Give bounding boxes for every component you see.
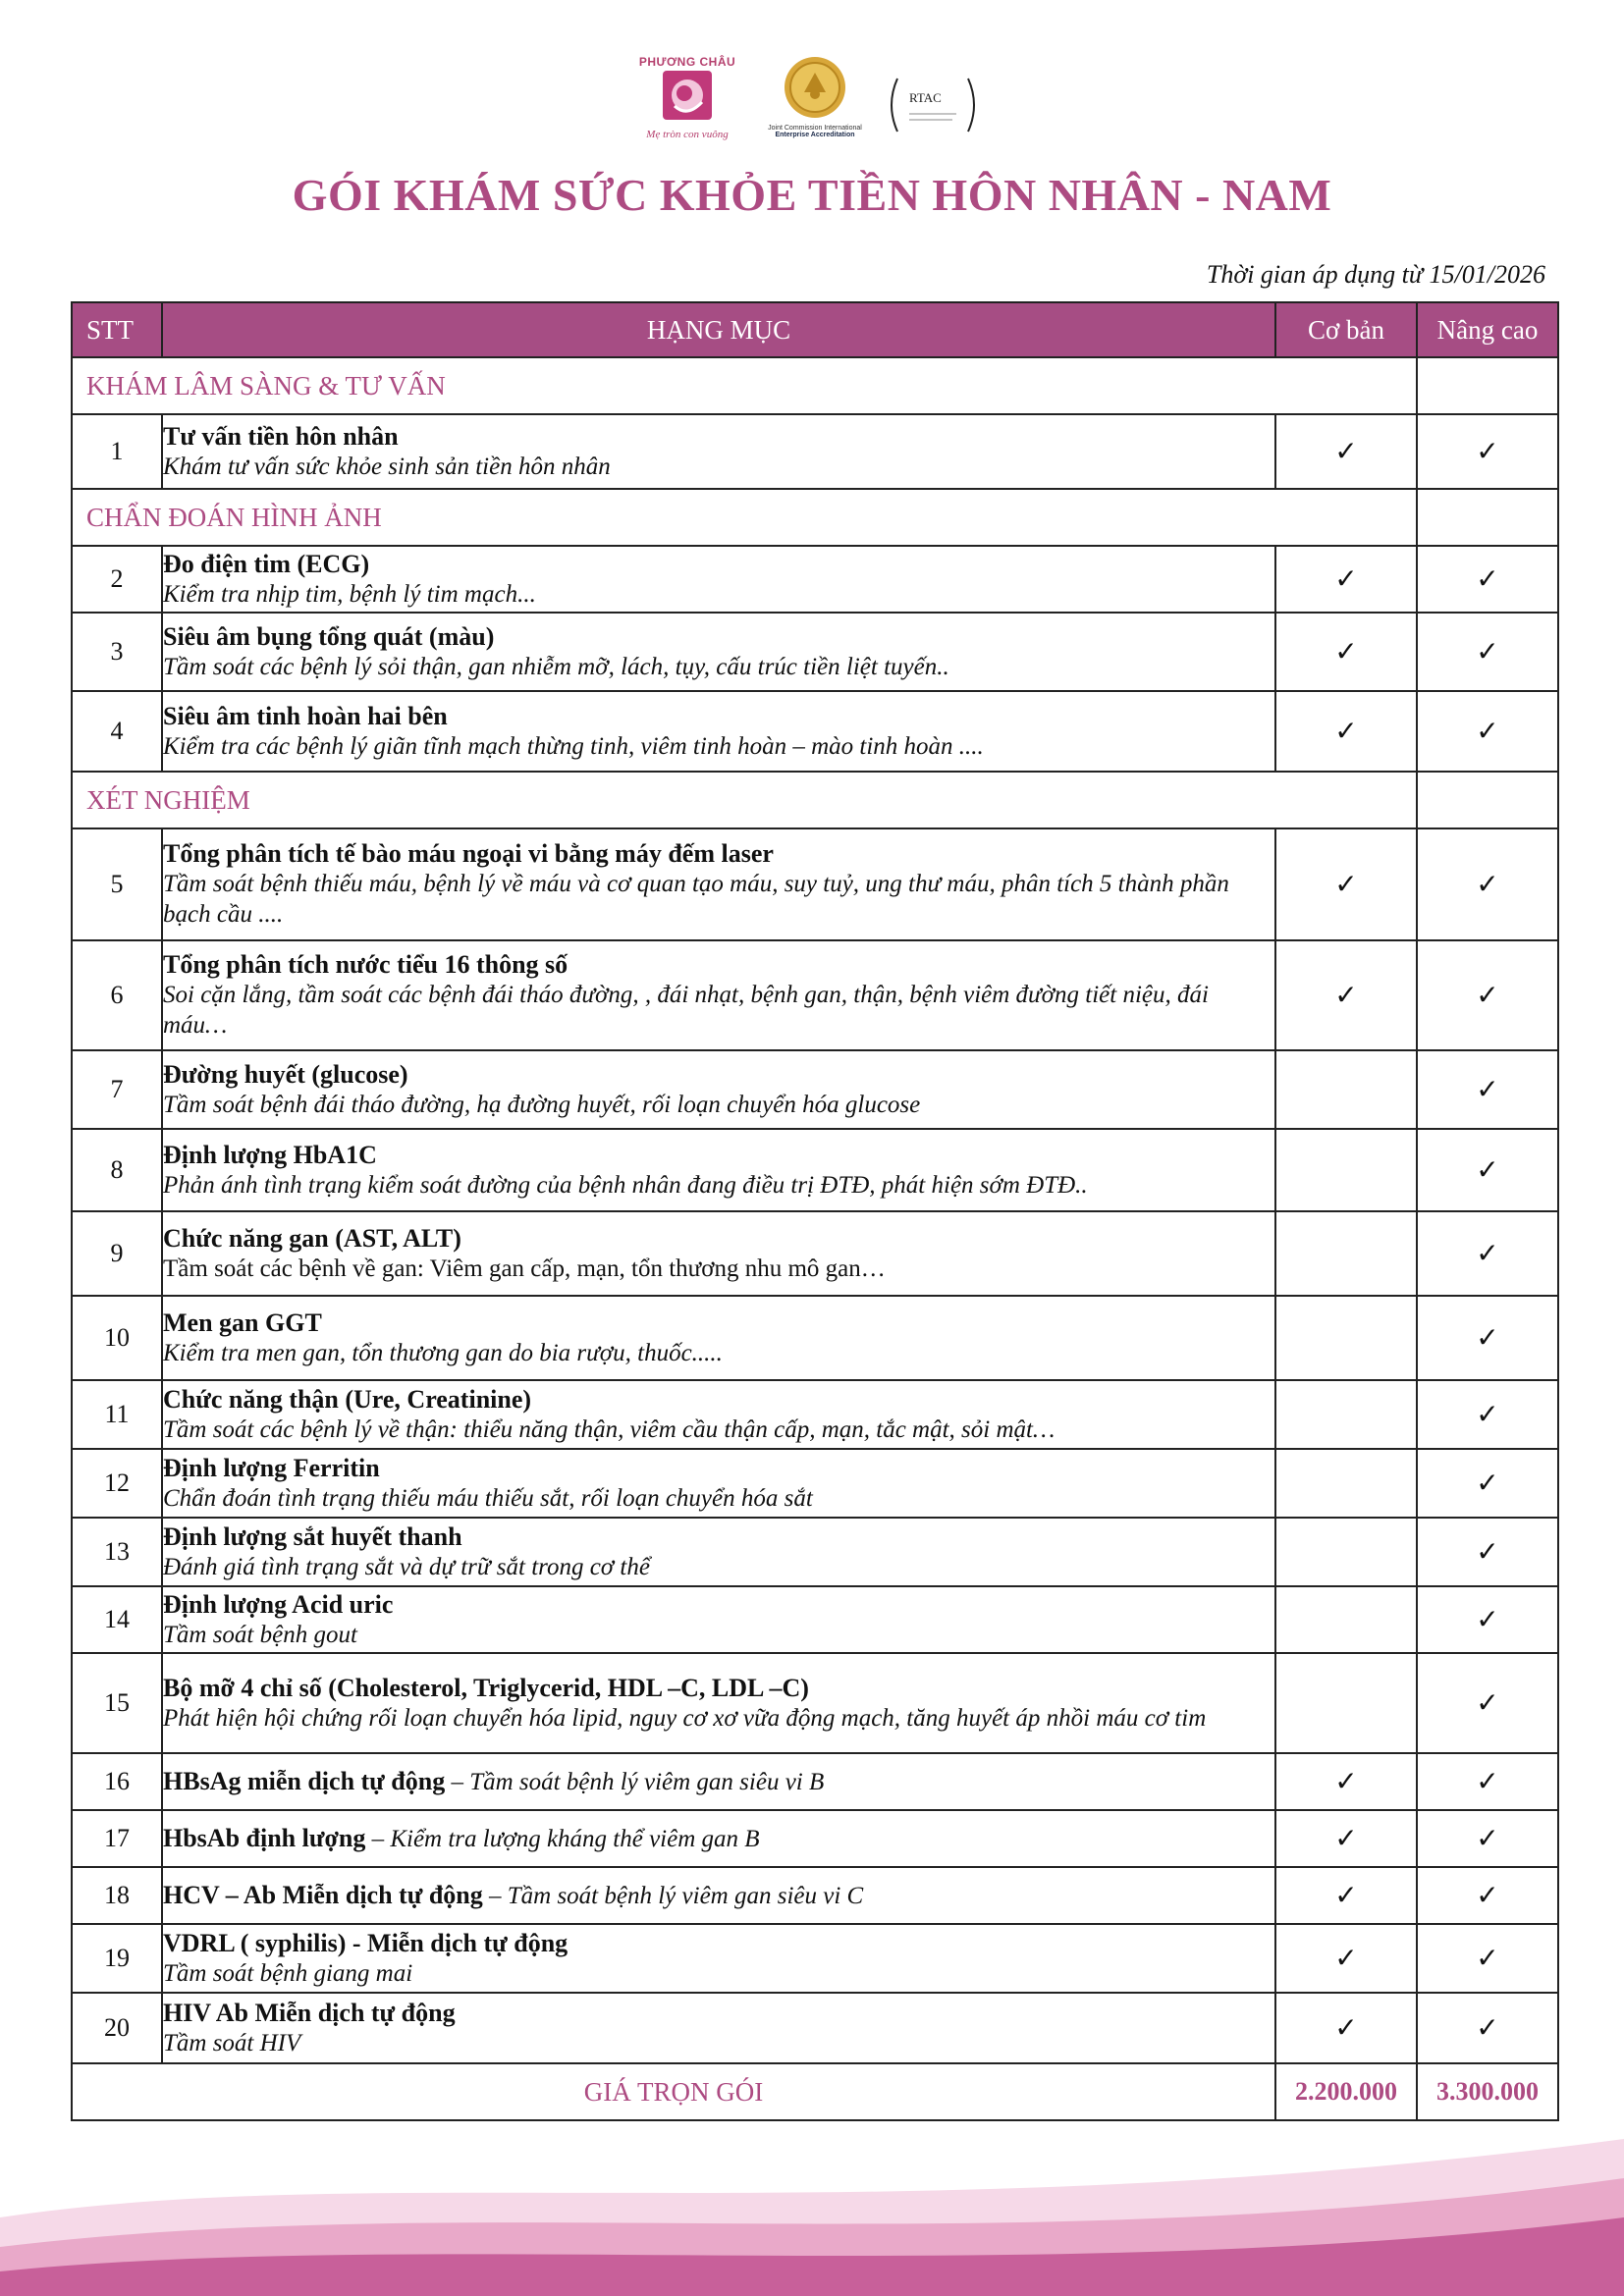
- item-desc: Kiểm tra men gan, tổn thương gan do bia rượu, thuốc.....: [163, 1339, 723, 1366]
- section-clinical: KHÁM LÂM SÀNG & TƯ VẤN: [72, 357, 1417, 414]
- header-basic: Cơ bản: [1275, 302, 1417, 357]
- row-number: 16: [72, 1753, 162, 1810]
- check-advanced-icon: ✓: [1417, 1867, 1558, 1924]
- check-advanced-icon: ✓: [1417, 1211, 1558, 1296]
- row-content: [162, 1449, 1275, 1518]
- brand-name: PHƯƠNG CHÂU: [638, 55, 736, 69]
- table-row: [72, 1296, 1558, 1380]
- check-advanced-icon: ✓: [1417, 1586, 1558, 1653]
- rtac-label: RTAC: [909, 90, 942, 105]
- row-content: [162, 1211, 1275, 1296]
- item-desc: – Tầm soát bệnh lý viêm gan siêu vi C: [482, 1883, 864, 1909]
- table-row: [72, 1810, 1558, 1867]
- row-number: 20: [72, 1993, 162, 2063]
- row-number: 17: [72, 1810, 162, 1867]
- page-title: GÓI KHÁM SỨC KHỎE TIỀN HÔN NHÂN - NAM: [292, 170, 1332, 220]
- check-basic-icon: ✓: [1275, 828, 1417, 940]
- row-content: [162, 1050, 1275, 1129]
- item-title: HIV Ab Miễn dịch tự động: [163, 1998, 456, 2027]
- row-number: 19: [72, 1924, 162, 1993]
- item-title: HCV – Ab Miễn dịch tự động: [163, 1881, 483, 1909]
- check-advanced-icon: ✓: [1417, 1380, 1558, 1449]
- row-number: 2: [72, 546, 162, 613]
- section-cell-empty: [1417, 489, 1558, 546]
- section-row: [72, 772, 1558, 828]
- check-basic-empty: [1275, 1586, 1417, 1653]
- row-number: 8: [72, 1129, 162, 1211]
- check-basic-icon: ✓: [1275, 1753, 1417, 1810]
- row-number: 6: [72, 940, 162, 1050]
- table-row: [72, 1993, 1558, 2063]
- item-title: Tổng phân tích nước tiểu 16 thông số: [163, 950, 568, 979]
- row-content: [162, 1810, 1275, 1867]
- item-title: Tư vấn tiền hôn nhân: [163, 421, 399, 451]
- table-row: [72, 613, 1558, 691]
- check-basic-icon: ✓: [1275, 1810, 1417, 1867]
- item-title: Bộ mỡ 4 chỉ số (Cholesterol, Triglycerid, HDL –C, LDL –C): [163, 1673, 809, 1702]
- table-row: [72, 1380, 1558, 1449]
- price-advanced: 3.300.000: [1417, 2063, 1558, 2120]
- brand-tagline: Mẹ tròn con vuông: [646, 129, 729, 140]
- check-advanced-icon: ✓: [1417, 1296, 1558, 1380]
- table-row: [72, 940, 1558, 1050]
- item-desc: Tầm soát bệnh gout: [163, 1621, 357, 1648]
- row-number: 9: [72, 1211, 162, 1296]
- check-basic-empty: [1275, 1211, 1417, 1296]
- table-row: [72, 414, 1558, 489]
- phuong-chau-emblem-icon: [661, 69, 714, 122]
- item-title: Đường huyết (glucose): [163, 1059, 408, 1089]
- item-desc: Kiểm tra nhịp tim, bệnh lý tim mạch...: [163, 580, 536, 608]
- row-number: 12: [72, 1449, 162, 1518]
- check-advanced-icon: ✓: [1417, 1653, 1558, 1753]
- package-table: [71, 301, 1559, 2121]
- row-number: 3: [72, 613, 162, 691]
- item-desc: Tầm soát bệnh đái tháo đường, hạ đường huyết, rối loạn chuyển hóa glucose: [163, 1091, 921, 1118]
- section-lab: XÉT NGHIỆM: [72, 772, 1417, 828]
- item-desc: – Kiểm tra lượng kháng thể viêm gan B: [365, 1826, 760, 1852]
- row-number: 10: [72, 1296, 162, 1380]
- check-basic-icon: ✓: [1275, 940, 1417, 1050]
- check-advanced-icon: ✓: [1417, 1518, 1558, 1586]
- check-advanced-icon: ✓: [1417, 546, 1558, 613]
- item-desc: Tầm soát bệnh thiếu máu, bệnh lý về máu và cơ quan tạo máu, suy tuỷ, ung thư máu, phân tích 5 thành phần bạch cầu ....: [163, 871, 1229, 928]
- check-advanced-icon: ✓: [1417, 940, 1558, 1050]
- rtac-logo: [884, 71, 982, 139]
- row-content: [162, 1586, 1275, 1653]
- check-advanced-icon: ✓: [1417, 1810, 1558, 1867]
- check-basic-empty: [1275, 1518, 1417, 1586]
- item-desc: Chẩn đoán tình trạng thiếu máu thiếu sắt, rối loạn chuyển hóa sắt: [163, 1484, 813, 1512]
- item-desc: Tầm soát các bệnh lý về thận: thiểu năng thận, viêm cầu thận cấp, mạn, tắc mật, sỏi mật…: [163, 1415, 1056, 1443]
- item-desc: Tầm soát bệnh giang mai: [163, 1959, 413, 1987]
- section-imaging: CHẨN ĐOÁN HÌNH ẢNH: [72, 489, 1417, 546]
- check-advanced-icon: ✓: [1417, 613, 1558, 691]
- check-basic-icon: ✓: [1275, 1993, 1417, 2063]
- row-content: [162, 1867, 1275, 1924]
- item-desc: Đánh giá tình trạng sắt và dự trữ sắt trong cơ thể: [163, 1553, 650, 1580]
- table-row: [72, 1924, 1558, 1993]
- check-advanced-icon: ✓: [1417, 1129, 1558, 1211]
- table-row: [72, 1129, 1558, 1211]
- check-basic-icon: ✓: [1275, 1924, 1417, 1993]
- table-header: [72, 302, 1558, 357]
- item-desc: Khám tư vấn sức khỏe sinh sản tiền hôn nhân: [163, 453, 611, 480]
- row-number: 18: [72, 1867, 162, 1924]
- table-row: [72, 546, 1558, 613]
- check-basic-empty: [1275, 1129, 1417, 1211]
- item-title: Chức năng gan (AST, ALT): [163, 1223, 461, 1253]
- item-title: Men gan GGT: [163, 1308, 322, 1337]
- row-content: [162, 1924, 1275, 1993]
- row-content: [162, 613, 1275, 691]
- row-content: [162, 940, 1275, 1050]
- item-title: Tổng phân tích tế bào máu ngoại vi bằng máy đếm laser: [163, 839, 774, 868]
- row-number: 14: [72, 1586, 162, 1653]
- check-basic-empty: [1275, 1050, 1417, 1129]
- item-desc: Phản ánh tình trạng kiểm soát đường của bệnh nhân đang điều trị ĐTĐ, phát hiện sớm ĐTĐ..: [163, 1171, 1088, 1199]
- row-number: 13: [72, 1518, 162, 1586]
- jci-logo: [746, 55, 884, 153]
- item-desc: Tầm soát các bệnh lý sỏi thận, gan nhiễm mỡ, lách, tụy, cấu trúc tiền liệt tuyến..: [163, 653, 949, 680]
- check-basic-empty: [1275, 1653, 1417, 1753]
- row-content: [162, 1518, 1275, 1586]
- item-title: VDRL ( syphilis) - Miễn dịch tự động: [163, 1928, 568, 1957]
- item-title: Định lượng Ferritin: [163, 1453, 380, 1482]
- price-label: GIÁ TRỌN GÓI: [72, 2063, 1275, 2120]
- item-title: Đo điện tim (ECG): [163, 549, 370, 578]
- phuong-chau-logo: [628, 55, 746, 153]
- footer-wave-decoration: [0, 2100, 1624, 2296]
- header-stt: STT: [72, 302, 162, 357]
- table-row: [72, 1518, 1558, 1586]
- check-basic-icon: ✓: [1275, 1867, 1417, 1924]
- item-desc: Soi cặn lắng, tầm soát các bệnh đái tháo đường, , đái nhạt, bệnh gan, thận, bệnh viêm đường tiết niệu, đái máu…: [163, 982, 1209, 1039]
- applied-date: Thời gian áp dụng từ 15/01/2026: [1206, 260, 1545, 289]
- row-number: 4: [72, 691, 162, 772]
- table-row: [72, 691, 1558, 772]
- table-row: [72, 1586, 1558, 1653]
- check-basic-icon: ✓: [1275, 613, 1417, 691]
- item-title: Định lượng HbA1C: [163, 1140, 377, 1169]
- table-row: [72, 1050, 1558, 1129]
- item-desc: Kiểm tra các bệnh lý giãn tĩnh mạch thừng tinh, viêm tinh hoàn – mào tinh hoàn ....: [163, 732, 984, 760]
- row-content: [162, 1380, 1275, 1449]
- check-advanced-icon: ✓: [1417, 828, 1558, 940]
- item-title: Chức năng thận (Ure, Creatinine): [163, 1384, 532, 1414]
- table-row: [72, 1867, 1558, 1924]
- item-title: Siêu âm tinh hoàn hai bên: [163, 701, 448, 730]
- row-content: [162, 828, 1275, 940]
- item-desc: Tầm soát các bệnh về gan: Viêm gan cấp, mạn, tổn thương nhu mô gan…: [163, 1255, 886, 1282]
- item-desc: Phát hiện hội chứng rối loạn chuyển hóa lipid, nguy cơ xơ vữa động mạch, tăng huyết áp nhồi máu cơ tim: [163, 1704, 1207, 1732]
- check-basic-empty: [1275, 1449, 1417, 1518]
- check-basic-empty: [1275, 1380, 1417, 1449]
- row-content: [162, 1753, 1275, 1810]
- row-content: [162, 546, 1275, 613]
- row-content: [162, 1653, 1275, 1753]
- row-content: [162, 1129, 1275, 1211]
- item-title: Định lượng sắt huyết thanh: [163, 1522, 462, 1551]
- item-title: HbsAb định lượng: [163, 1824, 366, 1852]
- check-basic-empty: [1275, 1296, 1417, 1380]
- header-item: HẠNG MỤC: [162, 302, 1275, 357]
- table-row: [72, 1753, 1558, 1810]
- table-row: [72, 1211, 1558, 1296]
- section-cell-empty: [1417, 772, 1558, 828]
- item-desc: Tầm soát HIV: [163, 2029, 301, 2056]
- check-basic-icon: ✓: [1275, 546, 1417, 613]
- check-advanced-icon: ✓: [1417, 1993, 1558, 2063]
- section-row: [72, 357, 1558, 414]
- jci-line1: Joint Commission International: [768, 125, 862, 132]
- item-desc: – Tầm soát bệnh lý viêm gan siêu vi B: [445, 1769, 825, 1795]
- jci-line2: Enterprise Accreditation: [775, 132, 855, 138]
- check-advanced-icon: ✓: [1417, 414, 1558, 489]
- check-advanced-icon: ✓: [1417, 691, 1558, 772]
- item-title: Siêu âm bụng tổng quát (màu): [163, 621, 495, 651]
- row-number: 15: [72, 1653, 162, 1753]
- item-title: Định lượng Acid uric: [163, 1589, 394, 1619]
- row-number: 7: [72, 1050, 162, 1129]
- price-basic: 2.200.000: [1275, 2063, 1417, 2120]
- row-number: 5: [72, 828, 162, 940]
- table-row: [72, 828, 1558, 940]
- row-content: [162, 691, 1275, 772]
- check-advanced-icon: ✓: [1417, 1753, 1558, 1810]
- jci-seal-icon: [783, 55, 847, 120]
- row-number: 1: [72, 414, 162, 489]
- section-cell-empty: [1417, 357, 1558, 414]
- row-content: [162, 1993, 1275, 2063]
- row-number: 11: [72, 1380, 162, 1449]
- table-row: [72, 1653, 1558, 1753]
- row-content: [162, 1296, 1275, 1380]
- check-advanced-icon: ✓: [1417, 1449, 1558, 1518]
- row-content: [162, 414, 1275, 489]
- table-row: [72, 1449, 1558, 1518]
- item-title: HBsAg miễn dịch tự động: [163, 1767, 446, 1795]
- check-advanced-icon: ✓: [1417, 1924, 1558, 1993]
- section-row: [72, 489, 1558, 546]
- header-advanced: Nâng cao: [1417, 302, 1558, 357]
- check-basic-icon: ✓: [1275, 691, 1417, 772]
- logo-bar: [0, 49, 1624, 157]
- check-advanced-icon: ✓: [1417, 1050, 1558, 1129]
- check-basic-icon: ✓: [1275, 414, 1417, 489]
